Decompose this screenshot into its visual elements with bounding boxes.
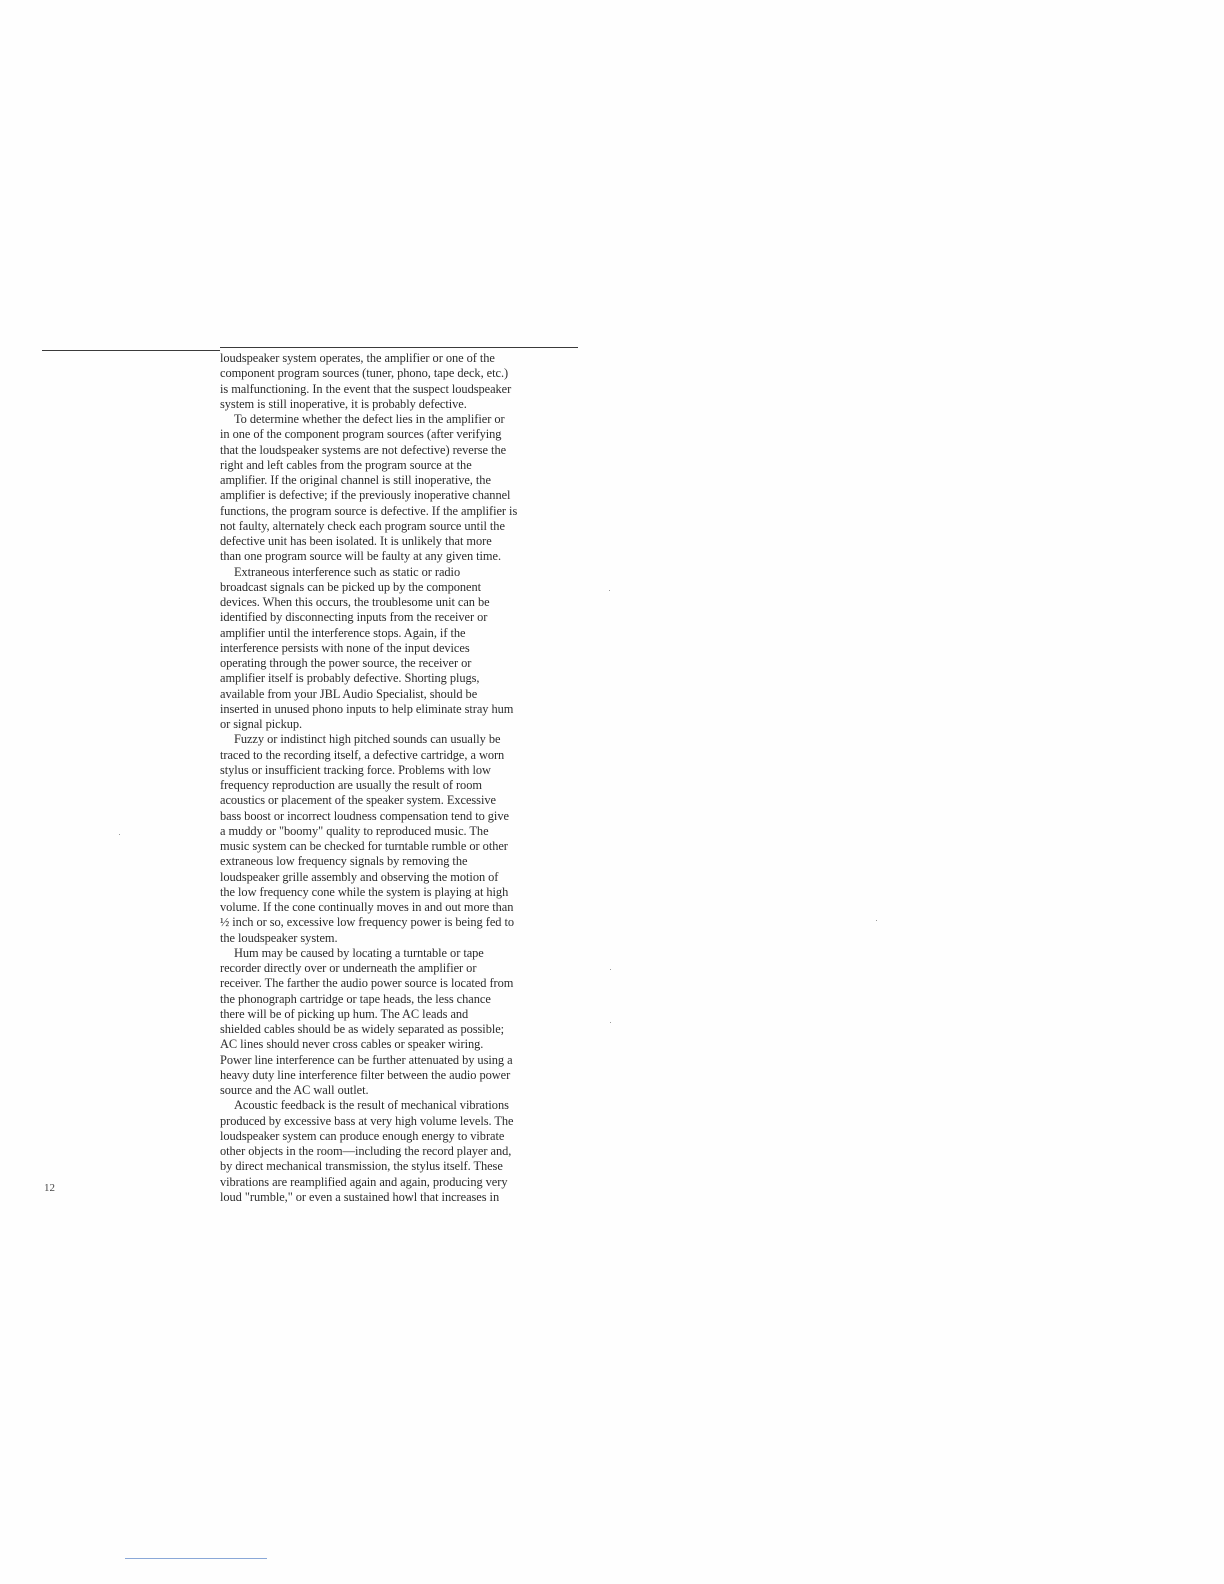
text-line: receiver. The farther the audio power source is located from [220, 976, 514, 991]
text-line: not faulty, alternately check each program source until the [220, 518, 505, 533]
text-line: or signal pickup. [220, 717, 303, 731]
page-number: 12 [44, 1182, 55, 1194]
text-line: available from your JBL Audio Specialist, should be [220, 686, 478, 701]
text-line: Acoustic feedback is the result of mechanical vibrations [234, 1098, 509, 1113]
text-line: other objects in the room—including the record player and, [220, 1144, 512, 1158]
scan-speck [876, 920, 877, 921]
text-line: the phonograph cartridge or tape heads, the less chance [220, 991, 491, 1006]
text-line: source and the AC wall outlet. [220, 1083, 369, 1097]
text-line: Extraneous interference such as static or radio [234, 564, 461, 579]
text-line: identified by disconnecting inputs from the receiver or [220, 610, 488, 625]
text-line: vibrations are reamplified again and again, producing very [220, 1174, 508, 1189]
text-line: recorder directly over or underneath the amplifier or [220, 961, 477, 975]
text-line: operating through the power source, the receiver or [220, 656, 472, 670]
scan-speck [119, 834, 120, 835]
text-line: inserted in unused phono inputs to help eliminate stray hum [220, 701, 514, 716]
text-line: extraneous low frequency signals by removing the [220, 854, 468, 869]
text-line: system is still inoperative, it is probably defective. [220, 396, 467, 411]
text-line: acoustics or placement of the speaker system. Excessive [220, 793, 496, 808]
text-line: heavy duty line interference filter between the audio power [220, 1067, 511, 1082]
text-line: amplifier is defective; if the previously inoperative channel [220, 488, 511, 503]
scan-speck [610, 969, 611, 970]
text-line: To determine whether the defect lies in the amplifier or [234, 412, 505, 426]
text-line: functions, the program source is defective. If the amplifier is [220, 503, 518, 518]
text-line: in one of the component program sources (after verifying [220, 427, 502, 442]
text-line: loudspeaker system can produce enough energy to vibrate [220, 1128, 505, 1143]
text-line: that the loudspeaker systems are not defective) reverse the [220, 442, 507, 457]
body-text-column [220, 351, 585, 1205]
header-rule-right [220, 347, 578, 348]
text-line: Power line interference can be further attenuated by using a [220, 1052, 513, 1067]
text-line: defective unit has been isolated. It is unlikely that more [220, 534, 492, 548]
scan-speck [610, 1022, 611, 1023]
text-line: amplifier. If the original channel is still inoperative, the [220, 473, 491, 487]
text-line: component program sources (tuner, phono, tape deck, etc.) [220, 366, 509, 381]
text-line: bass boost or incorrect loudness compensation tend to give [220, 808, 509, 823]
text-line: amplifier until the interference stops. Again, if the [220, 625, 466, 640]
text-line: loud "rumble," or even a sustained howl that increases in [220, 1189, 500, 1204]
text-line: produced by excessive bass at very high volume levels. The [220, 1113, 514, 1128]
text-line: AC lines should never cross cables or speaker wiring. [220, 1037, 484, 1052]
footer-rule [125, 1558, 267, 1559]
text-line: loudspeaker system operates, the amplifier or one of the [220, 351, 495, 365]
text-line: the loudspeaker system. [220, 930, 338, 945]
text-line: stylus or insufficient tracking force. Problems with low [220, 762, 491, 777]
text-line: right and left cables from the program source at the [220, 457, 472, 472]
text-line: loudspeaker grille assembly and observing the motion of [220, 869, 499, 884]
text-line: traced to the recording itself, a defective cartridge, a worn [220, 747, 505, 762]
text-line: shielded cables should be as widely separated as possible; [220, 1022, 505, 1036]
text-line: Hum may be caused by locating a turntable or tape [234, 945, 484, 960]
text-line: a muddy or "boomy" quality to reproduced music. The [220, 823, 489, 838]
text-line: there will be of picking up hum. The AC leads and [220, 1006, 469, 1021]
text-line: the low frequency cone while the system is playing at high [220, 884, 509, 899]
text-line: Fuzzy or indistinct high pitched sounds can usually be [234, 732, 501, 747]
text-line: volume. If the cone continually moves in and out more than [220, 900, 514, 914]
text-line: broadcast signals can be picked up by the component [220, 579, 482, 594]
text-line: by direct mechanical transmission, the stylus itself. These [220, 1159, 503, 1174]
text-line: frequency reproduction are usually the result of room [220, 778, 482, 792]
scan-speck [609, 590, 610, 591]
header-rule-left [42, 350, 220, 351]
text-line: than one program source will be faulty at any given time. [220, 549, 502, 564]
text-line: devices. When this occurs, the troublesome unit can be [220, 595, 490, 609]
text-line: interference persists with none of the input devices [220, 640, 470, 655]
text-line: music system can be checked for turntable rumble or other [220, 839, 508, 853]
text-line: is malfunctioning. In the event that the suspect loudspeaker [220, 381, 512, 396]
text-line: ½ inch or so, excessive low frequency power is being fed to [220, 915, 514, 930]
text-line: amplifier itself is probably defective. Shorting plugs, [220, 671, 480, 686]
